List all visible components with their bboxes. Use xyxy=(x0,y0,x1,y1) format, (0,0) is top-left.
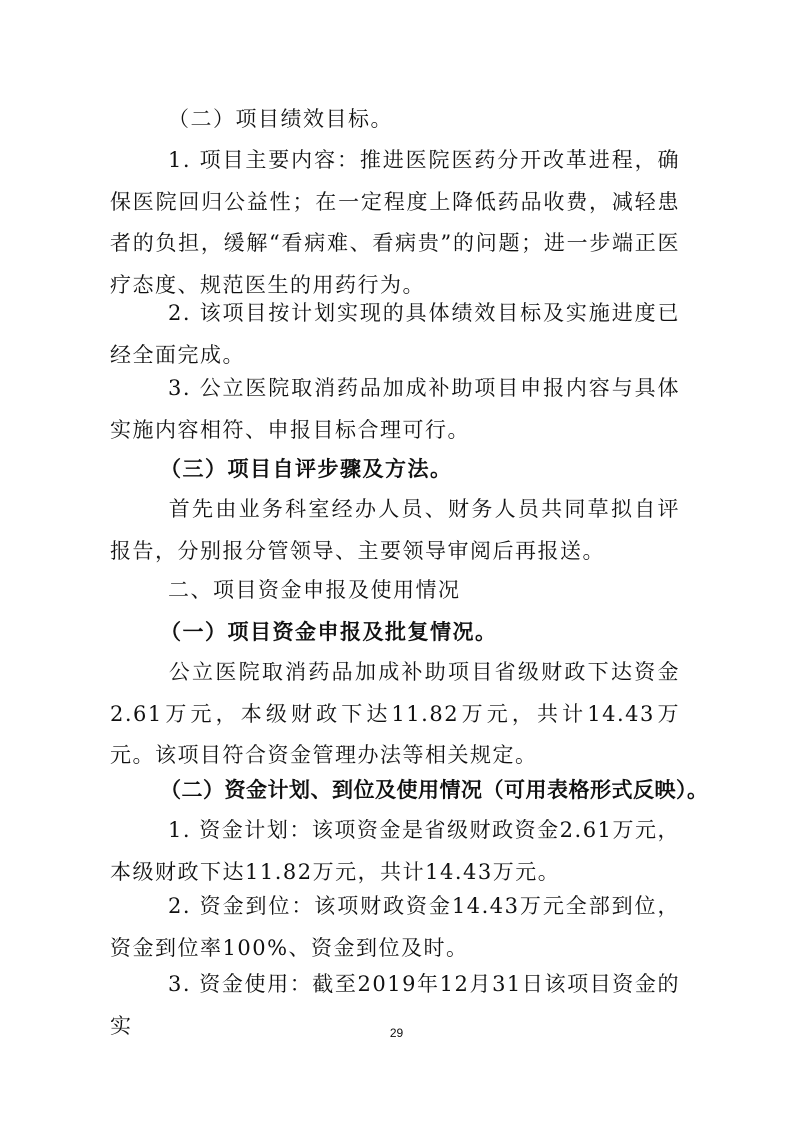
section-heading-fund-usage: （二）资金计划、到位及使用情况（可用表格形式反映）。 xyxy=(160,777,709,802)
paragraph-evaluation-method: 首先由业务科室经办人员、财务人员共同草拟自评报告，分别报分管领导、主要领导审阅后再报送。 xyxy=(110,497,680,563)
paragraph-goal-completion: 2. 该项目按计划实现的具体绩效目标及实施进度已经全面完成。 xyxy=(110,301,680,367)
chapter-heading-funds: 二、项目资金申报及使用情况 xyxy=(168,578,461,602)
paragraph-declaration-match: 3. 公立医院取消药品加成补助项目申报内容与具体实施内容相符、申报目标合理可行。 xyxy=(110,376,680,442)
paragraph-fund-plan: 1. 资金计划：该项资金是省级财政资金2.61万元，本级财政下达11.82万元，共计14.43万元。 xyxy=(110,818,680,884)
paragraph-project-content: 1. 项目主要内容：推进医院医药分开改革进程，确保医院回归公益性；在一定程度上降低药品收费，减轻患者的负担，缓解“看病难、看病贵”的问题；进一步端正医疗态度、规范医生的用药行为。 xyxy=(110,148,680,297)
section-heading-self-evaluation: （三）项目自评步骤及方法。 xyxy=(160,456,453,481)
paragraph-fund-arrival: 2. 资金到位：该项财政资金14.43万元全部到位，资金到位率100%、资金到位及时。 xyxy=(110,894,680,960)
section-heading-fund-approval: （一）项目资金申报及批复情况。 xyxy=(160,619,498,644)
page-number: 29 xyxy=(389,1026,404,1040)
paragraph-fund-use: 3. 资金使用：截至2019年12月31日该项目资金的实 xyxy=(110,972,680,1038)
paragraph-fund-approval: 公立医院取消药品加成补助项目省级财政下达资金2.61万元，本级财政下达11.82万元，共计14.43万元。该项目符合资金管理办法等相关规定。 xyxy=(110,660,680,767)
section-heading-performance-goals: （二）项目绩效目标。 xyxy=(168,107,393,131)
